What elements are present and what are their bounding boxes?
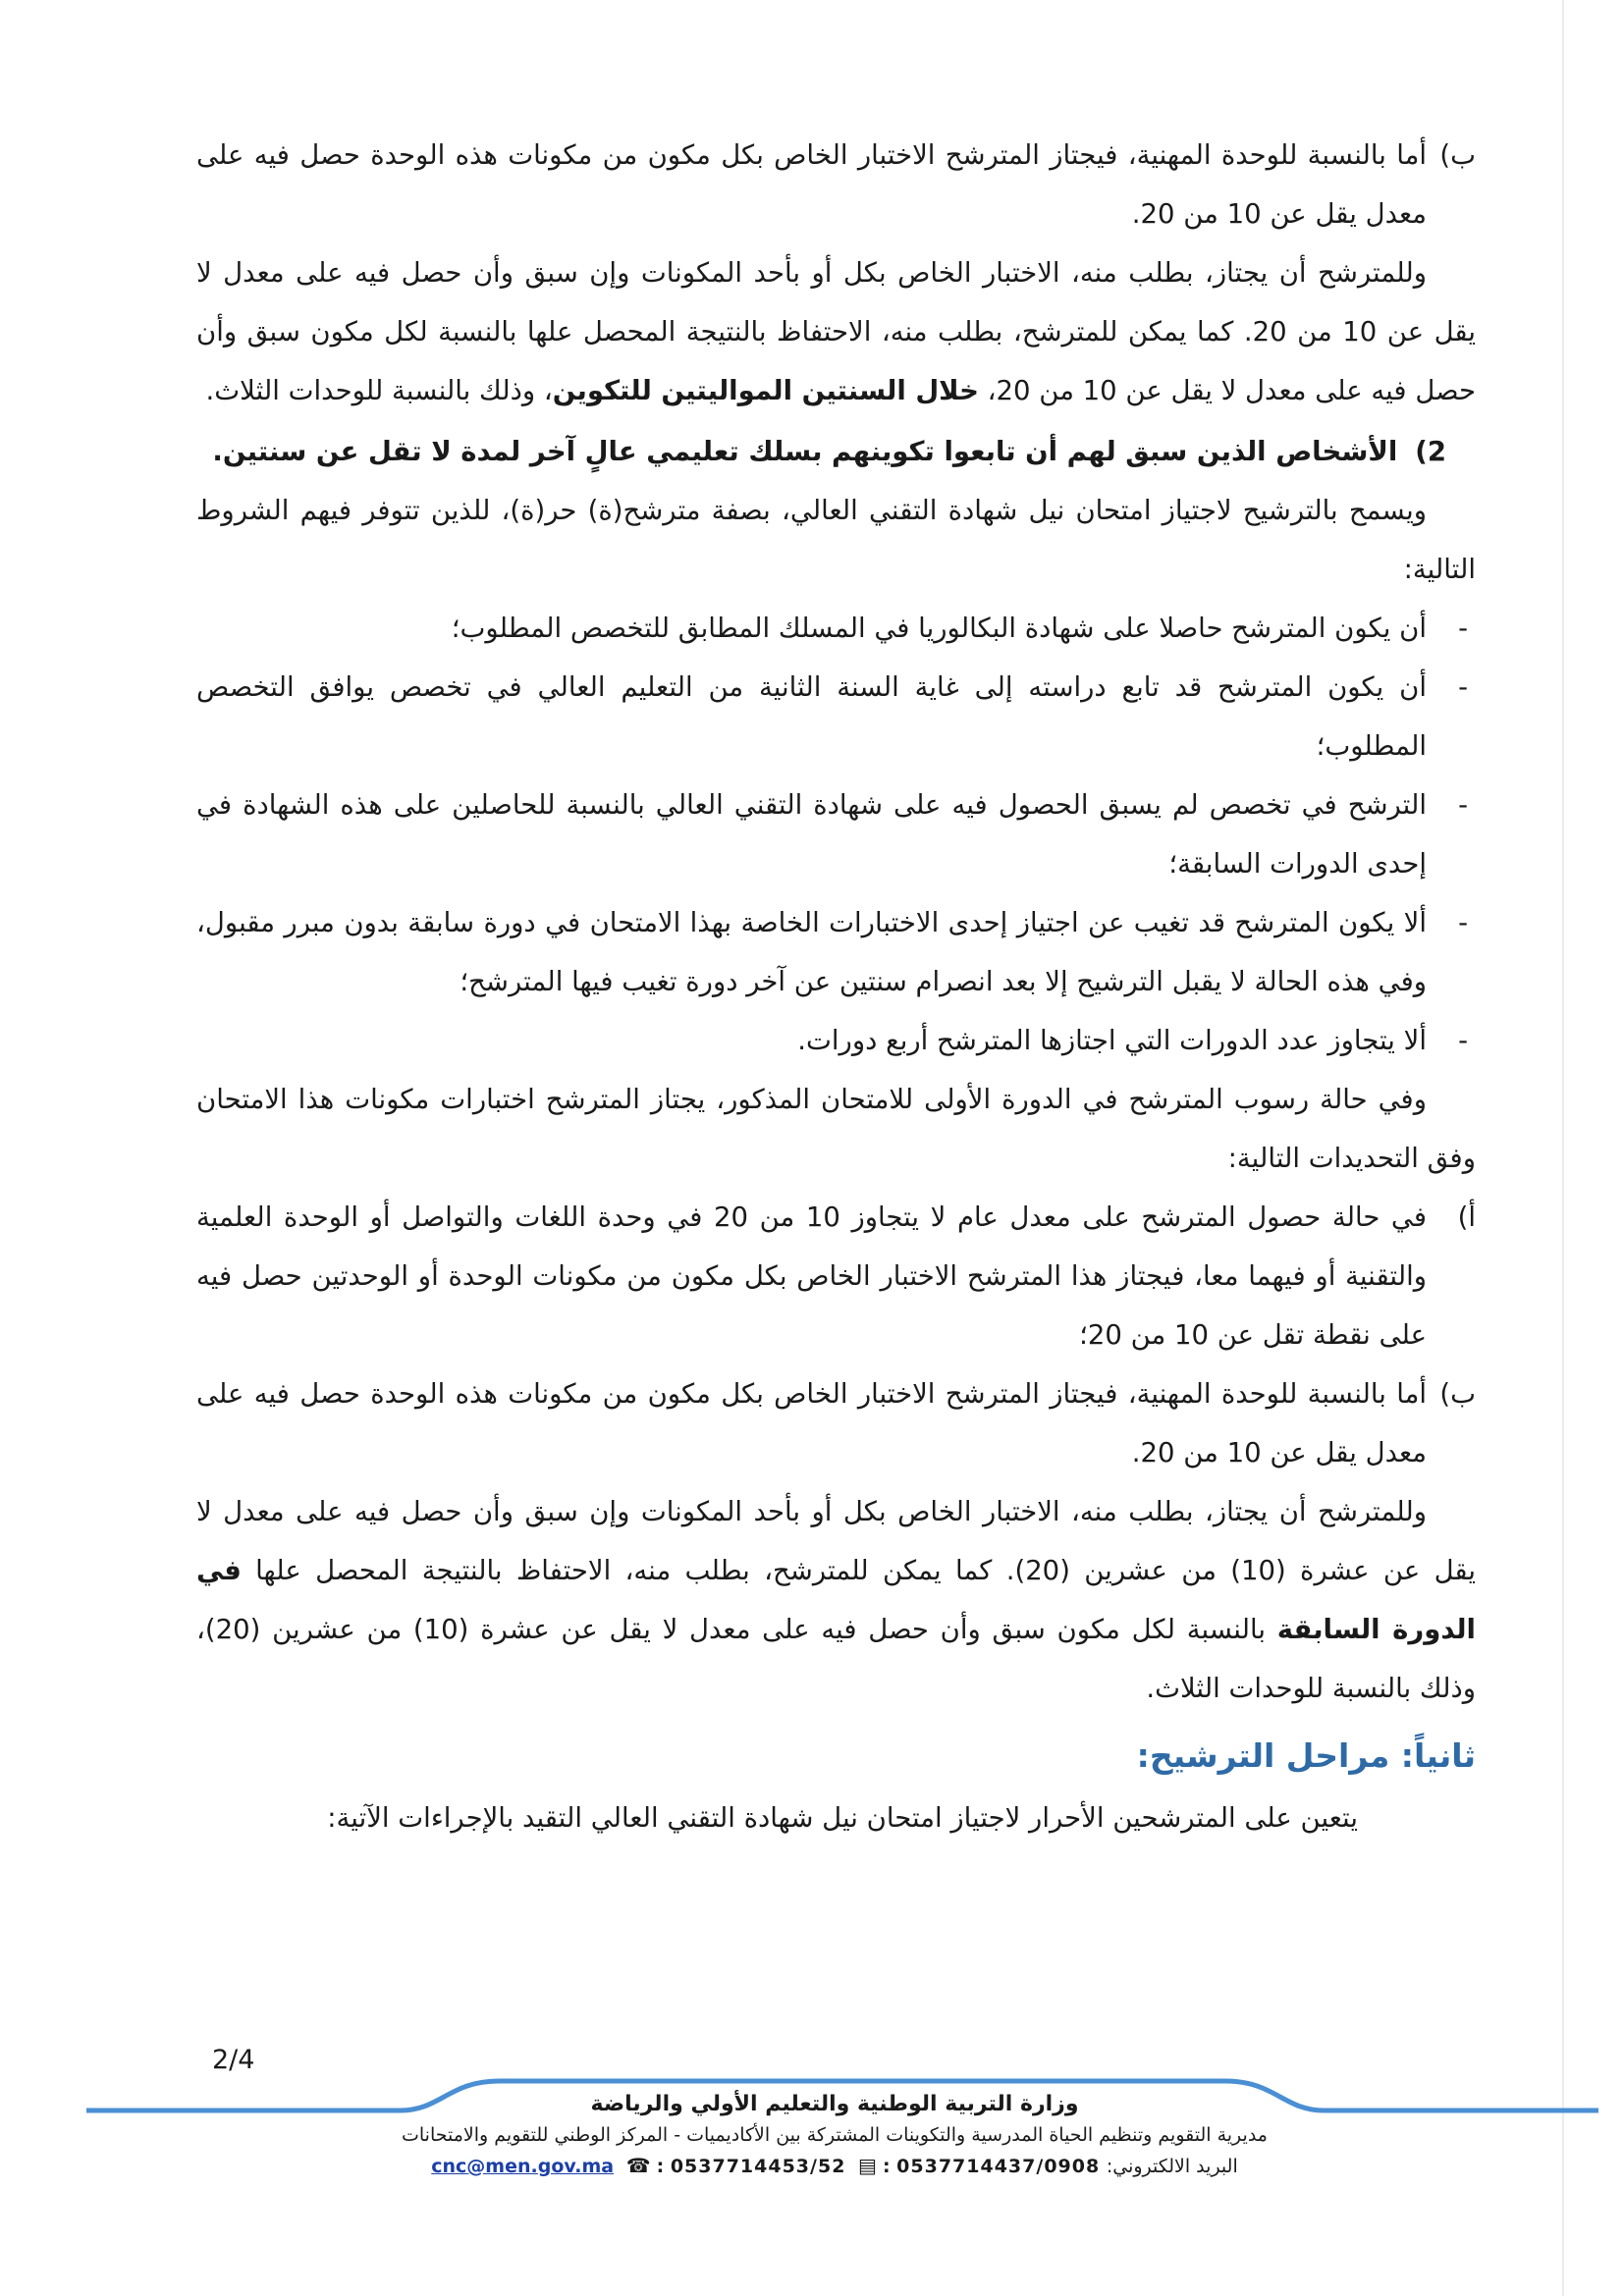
- item-text: أما بالنسبة للوحدة المهنية، فيجتاز المترشح الاختبار الخاص بكل مكون من مكونات هذه الوحدة حصل فيه على معدل يقل عن 10 من 20.: [196, 139, 1427, 230]
- section-intro: يتعين على المترشحين الأحرار لاجتياز امتحان نيل شهادة التقني العالي التقيد بالإجراءات الآتية:: [327, 1802, 1358, 1834]
- list-item-text: أن يكون المترشح حاصلا على شهادة البكالوريا في المسلك المطابق للتخصص المطلوب؛: [451, 613, 1427, 644]
- dash-bullet: -: [1458, 1025, 1468, 1056]
- list-item: [196, 599, 1468, 658]
- paragraph-conditions-intro: ويسمح بالترشيح لاجتياز امتحان نيل شهادة التقني العالي، بصفة مترشح(ة) حر(ة)، للذين تتوفر فيهم الشروط التالية:: [196, 495, 1476, 585]
- paragraph-a-general-average: [196, 1188, 1476, 1364]
- item-label: أ): [1457, 1201, 1476, 1233]
- footer: [196, 2089, 1473, 2182]
- subheading-text: الأشخاص الذين سبق لهم أن تابعوا تكوينهم بسلك تعليمي عالٍ آخر لمدة لا تقل عن سنتين.: [212, 436, 1398, 467]
- document-body: [196, 126, 1476, 1847]
- fax-icon: ▤: [858, 2154, 877, 2177]
- footer-contact: البريد الالكتروني: cnc@men.gov.ma ☎ : 0537714453/52 ▤ : 0537714437/0908: [431, 2154, 1238, 2177]
- dash-bullet: -: [1458, 789, 1468, 821]
- paragraph-text: وللمترشح أن يجتاز، بطلب منه، الاختبار الخاص بكل أو بأحد المكونات وإن سبق وأن حصل فيه على معدل لا يقل عن عشرة (10) من عشرين (20). كما يمكن للمترشح، بطلب منه، الاحتفاظ بالنتيجة المحصل علها: [196, 1496, 1476, 1586]
- list-item-text: ألا يكون المترشح قد تغيب عن اجتياز إحدى الاختبارات الخاصة بهذا الامتحان في دورة سابقة بدون مبرر مقبول، وفي هذه الحالة لا يقبل الترشيح إلا بعد انصرام سنتين عن آخر دورة تغيب فيها المترشح؛: [196, 907, 1427, 997]
- section-title: ثانياً: مراحل الترشيح:: [1136, 1736, 1476, 1775]
- paragraph-b-professional-unit-2: [196, 1364, 1476, 1482]
- list-item: [196, 1011, 1468, 1070]
- paragraph-retake-option-2: [196, 1482, 1476, 1718]
- email-label: البريد الالكتروني:: [1106, 2156, 1238, 2177]
- paragraph-text: بالنسبة لكل مكون سبق وأن حصل فيه على معدل لا يقل عن عشرة (10) من عشرين (20)، وذلك بالنسبة للوحدات الثلاث.: [196, 1614, 1476, 1704]
- paragraph-text: ، وذلك بالنسبة للوحدات الثلاث.: [205, 375, 553, 406]
- footer-ministry: وزارة التربية الوطنية والتعليم الأولي والرياضة: [590, 2092, 1079, 2116]
- item-label: ب): [1439, 1378, 1476, 1410]
- subheading-2: [196, 422, 1476, 481]
- item-text: أما بالنسبة للوحدة المهنية، فيجتاز المترشح الاختبار الخاص بكل مكون من مكونات هذه الوحدة حصل فيه على معدل يقل عن 10 من 20.: [196, 1378, 1427, 1468]
- list-item-text: أن يكون المترشح قد تابع دراسته إلى غاية السنة الثانية من التعليم العالي في تخصص يوافق التخصص المطلوب؛: [196, 671, 1427, 762]
- paragraph-text: وللمترشح أن يجتاز، بطلب منه، الاختبار الخاص بكل أو بأحد المكونات وإن سبق وأن حصل فيه على معدل لا يقل عن 10 من 20. كما يمكن للمترشح، بطلب منه، الاحتفاظ بالنتيجة المحصل علها بالنسبة لكل مكون سبق وأن حصل فيه على معدل لا يقل عن 10 من 20،: [196, 257, 1476, 406]
- list-item-text: الترشح في تخصص لم يسبق الحصول فيه على شهادة التقني العالي بالنسبة للحاصلين على هذه الشهادة في إحدى الدورات السابقة؛: [196, 789, 1427, 880]
- telephone-icon: ☎: [625, 2154, 651, 2177]
- footer-directorate: مديرية التقويم وتنظيم الحياة المدرسية والتكوينات المشتركة بين الأكاديميات - المركز الوطني للتقويم والامتحانات: [402, 2124, 1268, 2146]
- list-item: [196, 893, 1468, 1011]
- bold-phrase: خلال السنتين المواليتين للتكوين: [552, 375, 979, 406]
- list-item: [196, 658, 1468, 775]
- subheading-number: 2): [1415, 436, 1446, 467]
- dash-bullet: -: [1458, 671, 1468, 703]
- email-link[interactable]: cnc@men.gov.ma: [431, 2156, 615, 2177]
- bold-phrase: في الدورة السابقة: [196, 1555, 1476, 1645]
- paragraph-retake-option: [196, 243, 1476, 420]
- list-item: [196, 775, 1468, 893]
- page-number: 2/4: [212, 2045, 255, 2075]
- page-edge-rule: [1562, 0, 1564, 2296]
- phone-number: 0537714453/52: [670, 2156, 846, 2177]
- list-item-text: ألا يتجاوز عدد الدورات التي اجتازها المترشح أربع دورات.: [797, 1025, 1427, 1056]
- dash-bullet: -: [1458, 907, 1468, 938]
- fax-number: 0537714437/0908: [896, 2156, 1101, 2177]
- item-label: ب): [1439, 139, 1476, 171]
- dash-bullet: -: [1458, 613, 1468, 644]
- paragraph-failure-case: وفي حالة رسوب المترشح في الدورة الأولى للامتحان المذكور، يجتاز المترشح اختبارات مكونات هذا الامتحان وفق التحديدات التالية:: [196, 1084, 1476, 1174]
- paragraph-b-professional-unit: [196, 126, 1476, 243]
- item-text: في حالة حصول المترشح على معدل عام لا يتجاوز 10 من 20 في وحدة اللغات والتواصل أو الوحدة العلمية والتقنية أو فيهما معا، فيجتاز هذا المترشح الاختبار الخاص بكل مكون من مكونات الوحدة أو الوحدتين حصل فيه على نقطة تقل عن 10 من 20؛: [196, 1201, 1427, 1351]
- conditions-list: [196, 599, 1476, 1070]
